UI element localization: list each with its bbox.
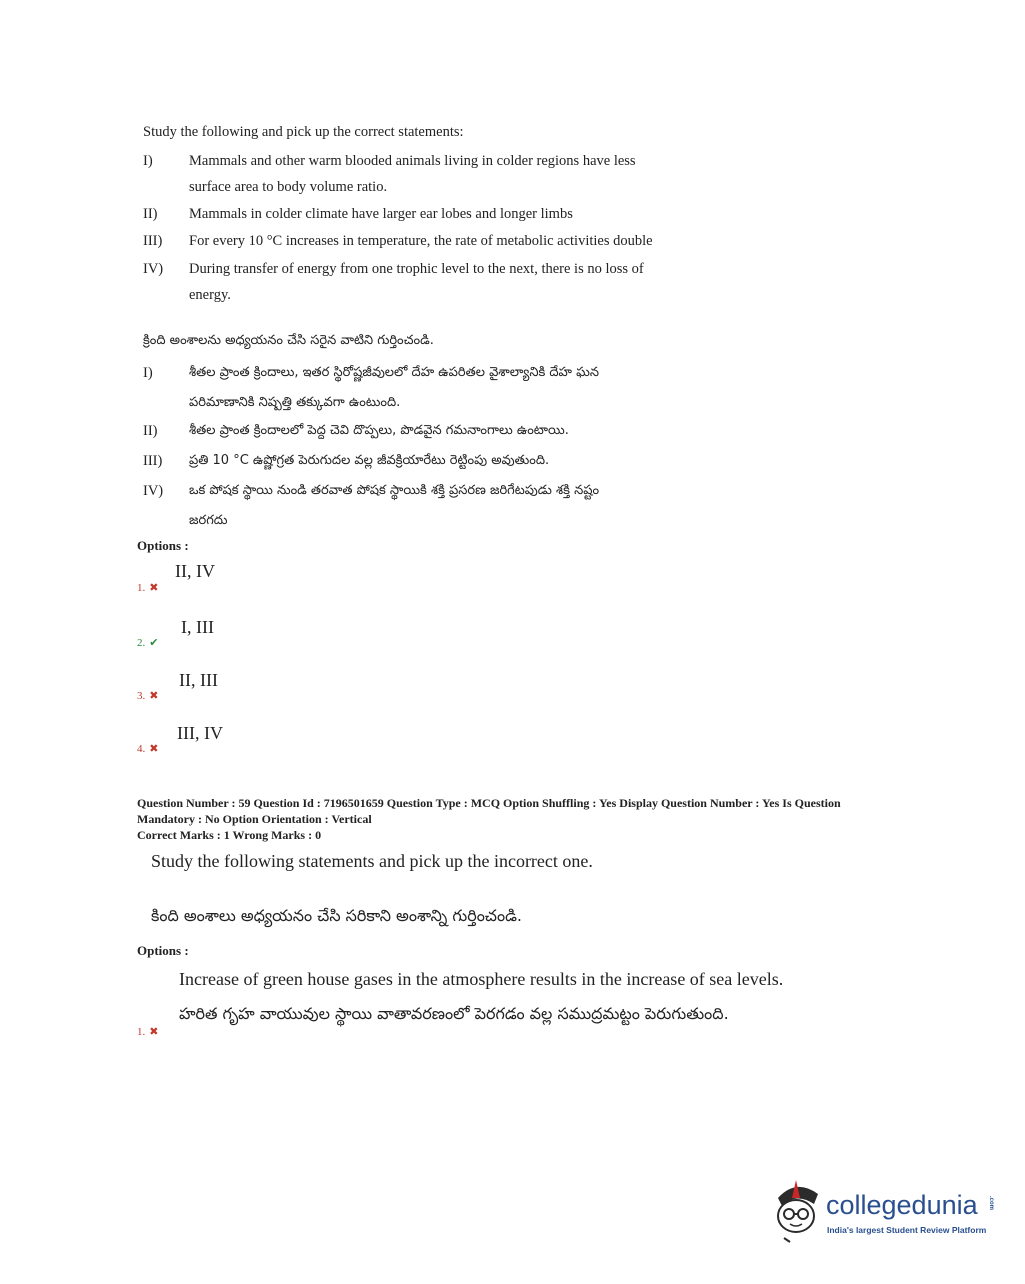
statement-te-4: IV) ఒక పోషక స్థాయి నుండి తరవాత పోషక స్థాయికి శక్తి ప్రసరణ జరిగేటపుడు శక్తి నష్టం జరగదు [143, 483, 600, 528]
option-1-text[interactable]: II, IV [175, 561, 215, 581]
statement-text: During transfer of energy from one trophic level to the next, there is no loss of energy. [189, 261, 644, 303]
option-1[interactable]: 1. ✖ [137, 582, 159, 594]
statement-te-2: II) శీతల ప్రాంత క్రిందాలలో పెద్ద చెవి దొప్పలు, పొడవైన గమనాంగాలు ఉంటాయి. [143, 423, 569, 439]
option-1[interactable]: 1. ✖ [137, 1026, 159, 1038]
question-meta: Question Number : 59 Question Id : 7196501659 Question Type : MCQ Option Shuffling : Yes Display Question Number : Yes Is Question Mandatory : No Option Orientation : Vertical Correct Marks : 1 Wrong Marks : 0 [137, 796, 841, 842]
options-label: Options : [137, 538, 189, 553]
wrong-icon: ✖ [149, 1026, 159, 1038]
question-intro-te: క్రింది అంశాలను అధ్యయనం చేసి సరైన వాటిని గుర్తించండి. [143, 333, 434, 348]
correct-check-icon: ✔ [149, 637, 159, 649]
option-3[interactable]: 3. ✖ [137, 690, 159, 702]
statement-text: Mammals and other warm blooded animals living in colder regions have less surface area to body volume ratio. [189, 153, 636, 195]
option-2-text[interactable]: I, III [181, 617, 214, 637]
wrong-icon: ✖ [149, 690, 159, 702]
statement-number: III) [143, 233, 163, 249]
statement-te-1: I) శీతల ప్రాంత క్రిందాలు, ఇతర స్థిరోష్ణజీవులలో దేహ ఉపరితల వైశాల్యానికి దేహ ఘన పరిమాణానికి నిష్పత్తి తక్కువగా ఉంటుంది. [143, 365, 600, 410]
statement-number: I) [143, 153, 153, 169]
statement-en-2 [143, 201, 703, 227]
statement-number: IV) [143, 261, 164, 277]
option-4[interactable]: 4. ✖ [137, 743, 159, 755]
logo-name: collegedunia [826, 1190, 978, 1220]
question-text-te: కింది అంశాలు అధ్యయనం చేసి సరికాని అంశాన్ని గుర్తించండి. [151, 906, 523, 925]
option-1-text-en[interactable]: Increase of green house gases in the atmosphere results in the increase of sea levels. [179, 969, 784, 989]
wrong-icon: ✖ [149, 582, 159, 594]
statement-en-4 [143, 256, 703, 308]
option-4-text[interactable]: III, IV [177, 723, 223, 743]
statement-te-3: III) ప్రతి 10 °C ఉష్ణోగ్రత పెరుగుదల వల్ల జీవక్రియారేటు రెట్టింపు అవుతుంది. [143, 453, 550, 469]
logo-tagline: India's largest Student Review Platform [827, 1225, 987, 1235]
statement-en-3 [143, 228, 703, 254]
wrong-icon: ✖ [149, 743, 159, 755]
statement-number: II) [143, 206, 158, 222]
option-2[interactable]: 2. ✔ [137, 637, 159, 649]
mascot-icon [766, 1178, 826, 1244]
collegedunia-logo [766, 1178, 996, 1248]
question-text-en: Study the following statements and pick up the incorrect one. [151, 851, 593, 871]
option-3-text[interactable]: II, III [179, 670, 218, 690]
option-1-text-te[interactable]: హరిత గృహ వాయువుల స్థాయి వాతావరణంలో పెరగడం వల్ల సముద్రమట్టం పెరుగుతుంది. [179, 1004, 729, 1023]
statement-en-1 [143, 148, 703, 200]
statement-text: For every 10 °C increases in temperature, the rate of metabolic activities double [189, 233, 653, 249]
statement-text: Mammals in colder climate have larger ear lobes and longer limbs [189, 206, 573, 222]
options-label: Options : [137, 943, 189, 958]
logo-suffix: .com [988, 1196, 994, 1211]
question-intro-en: Study the following and pick up the correct statements: [143, 124, 464, 140]
